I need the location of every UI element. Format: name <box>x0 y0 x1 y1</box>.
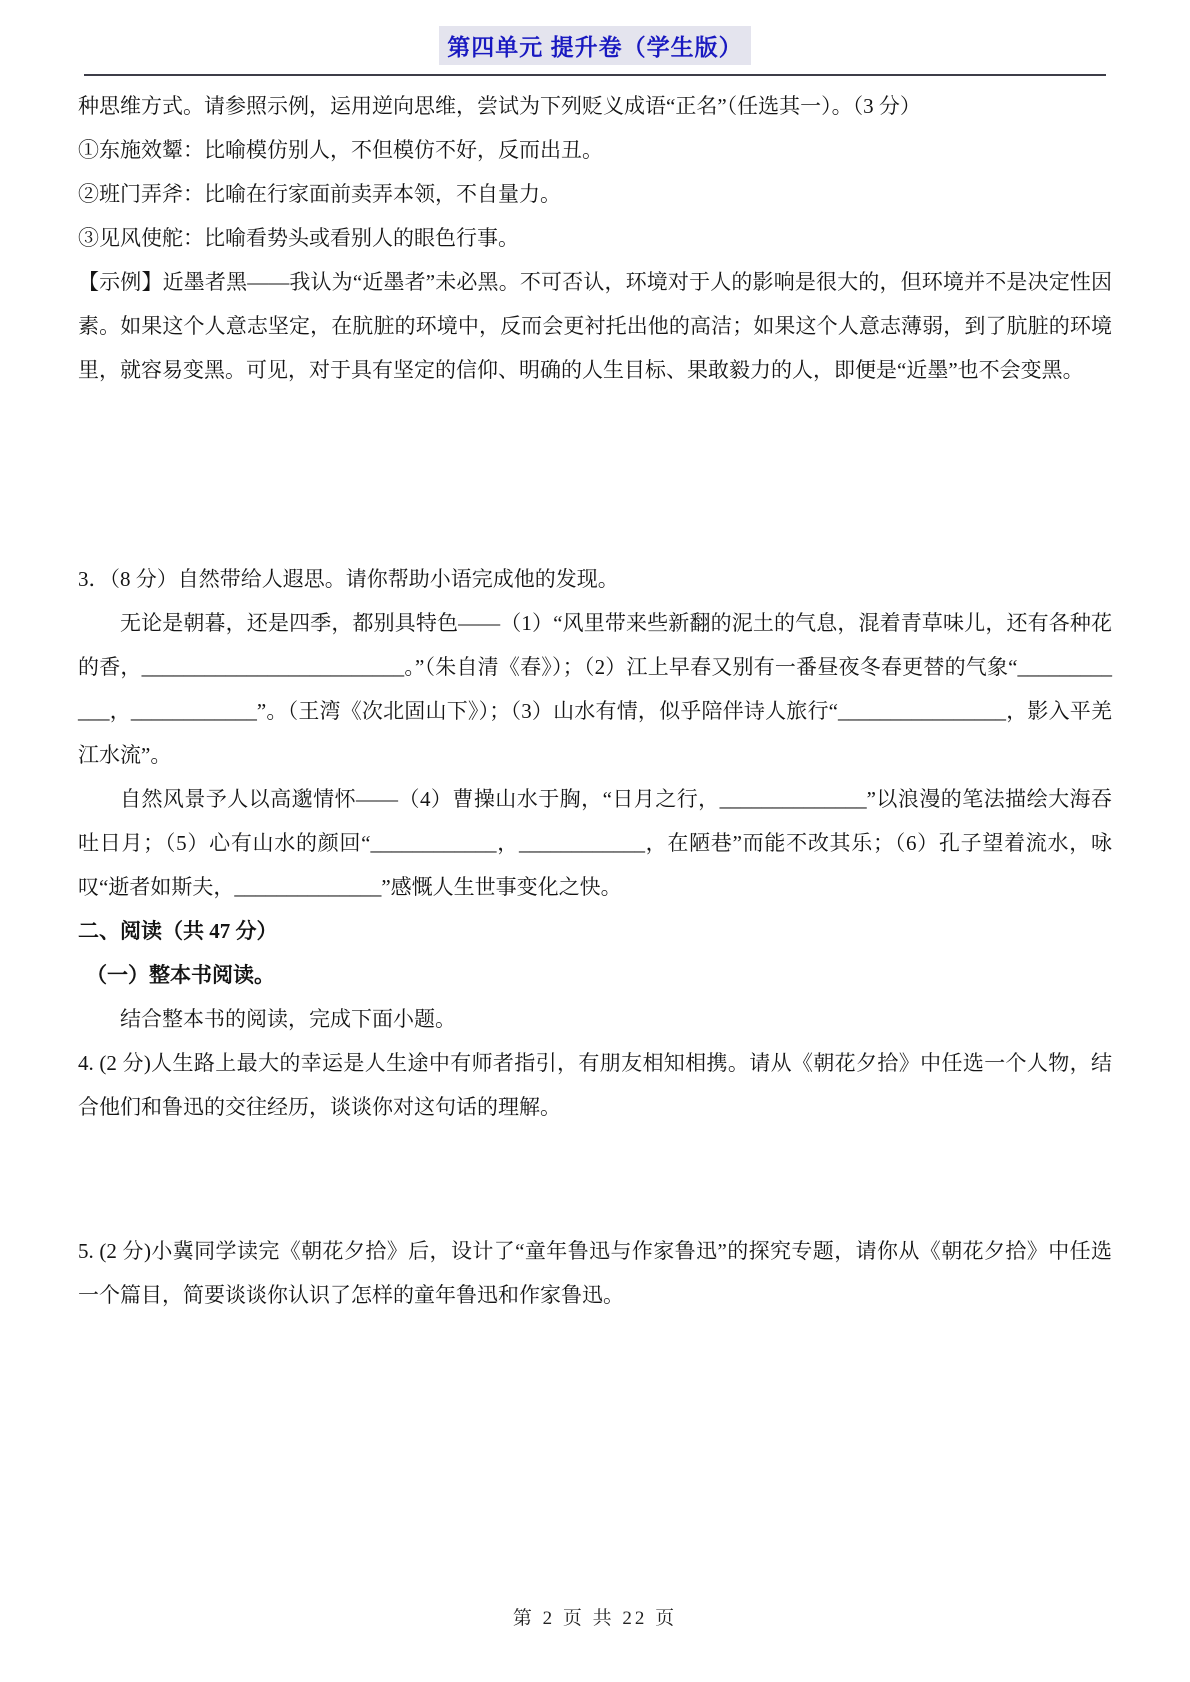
page-header <box>0 0 1190 65</box>
question-3-passage-2: 自然风景予人以高邈情怀——（4）曹操山水于胸，“日月之行，______________”以浪漫的笔法描绘大海吞吐日月；（5）心有山水的颜回“____________，____________，在陋巷”而能不改其乐；（6）孔子望着流水，咏叹“逝者如斯夫，______________”感慨人生世事变化之快。 <box>78 787 1112 899</box>
question-3-stem: 3．（8 分）自然带给人遐思。请你帮助小语完成他的发现。 <box>78 567 619 591</box>
question-4: 4. (2 分)人生路上最大的幸运是人生途中有师者指引，有朋友相知相携。请从《朝花夕拾》中任选一个人物，结合他们和鲁迅的交往经历，谈谈你对这句话的理解。 <box>78 1051 1112 1119</box>
idiom-item-1: ①东施效颦：比喻模仿别人，不但模仿不好，反而出丑。 <box>78 138 603 162</box>
page-content <box>0 76 1190 1317</box>
answer-space <box>78 1129 1112 1229</box>
question-5: 5. (2 分)小冀同学读完《朝花夕拾》后，设计了“童年鲁迅与作家鲁迅”的探究专题，请你从《朝花夕拾》中任选一个篇目，简要谈谈你认识了怎样的童年鲁迅和作家鲁迅。 <box>78 1239 1112 1307</box>
example-paragraph: 【示例】近墨者黑——我认为“近墨者”未必黑。不可否认，环境对于人的影响是很大的，但环境并不是决定性因素。如果这个人意志坚定，在肮脏的环境中，反而会更衬托出他的高洁；如果这个人意志薄弱，到了肮脏的环境里，就容易变黑。可见，对于具有坚定的信仰、明确的人生目标、果敢毅力的人，即便是“近墨”也不会变黑。 <box>78 270 1112 382</box>
idiom-item-2: ②班门弄斧：比喻在行家面前卖弄本领，不自量力。 <box>78 182 561 206</box>
page-footer: 第 2 页 共 22 页 <box>512 1608 678 1629</box>
answer-space <box>78 392 1112 557</box>
question-3-passage-1: 无论是朝暮，还是四季，都别具特色——（1）“风里带来些新翻的泥土的气息，混着青草味儿，还有各种花的香，_________________________。”（朱自清《春》）；（2）江上早春又别有一番昼夜冬春更替的气象“____________，____________”。（王湾《次北固山下》）；（3）山水有情，似乎陪伴诗人旅行“________________，影入平羌江水流”。 <box>78 611 1112 767</box>
subsection-lead: 结合整本书的阅读，完成下面小题。 <box>120 1007 456 1031</box>
subsection-heading-whole-book: （一）整本书阅读。 <box>86 963 275 987</box>
question-2-continuation: 种思维方式。请参照示例，运用逆向思维，尝试为下列贬义成语“正名”（任选其一）。（3 分） <box>78 94 921 118</box>
section-heading-reading: 二、阅读（共 47 分） <box>78 919 278 943</box>
exam-title: 第四单元 提升卷（学生版） <box>439 26 750 65</box>
idiom-item-3: ③见风使舵：比喻看势头或看别人的眼色行事。 <box>78 226 519 250</box>
